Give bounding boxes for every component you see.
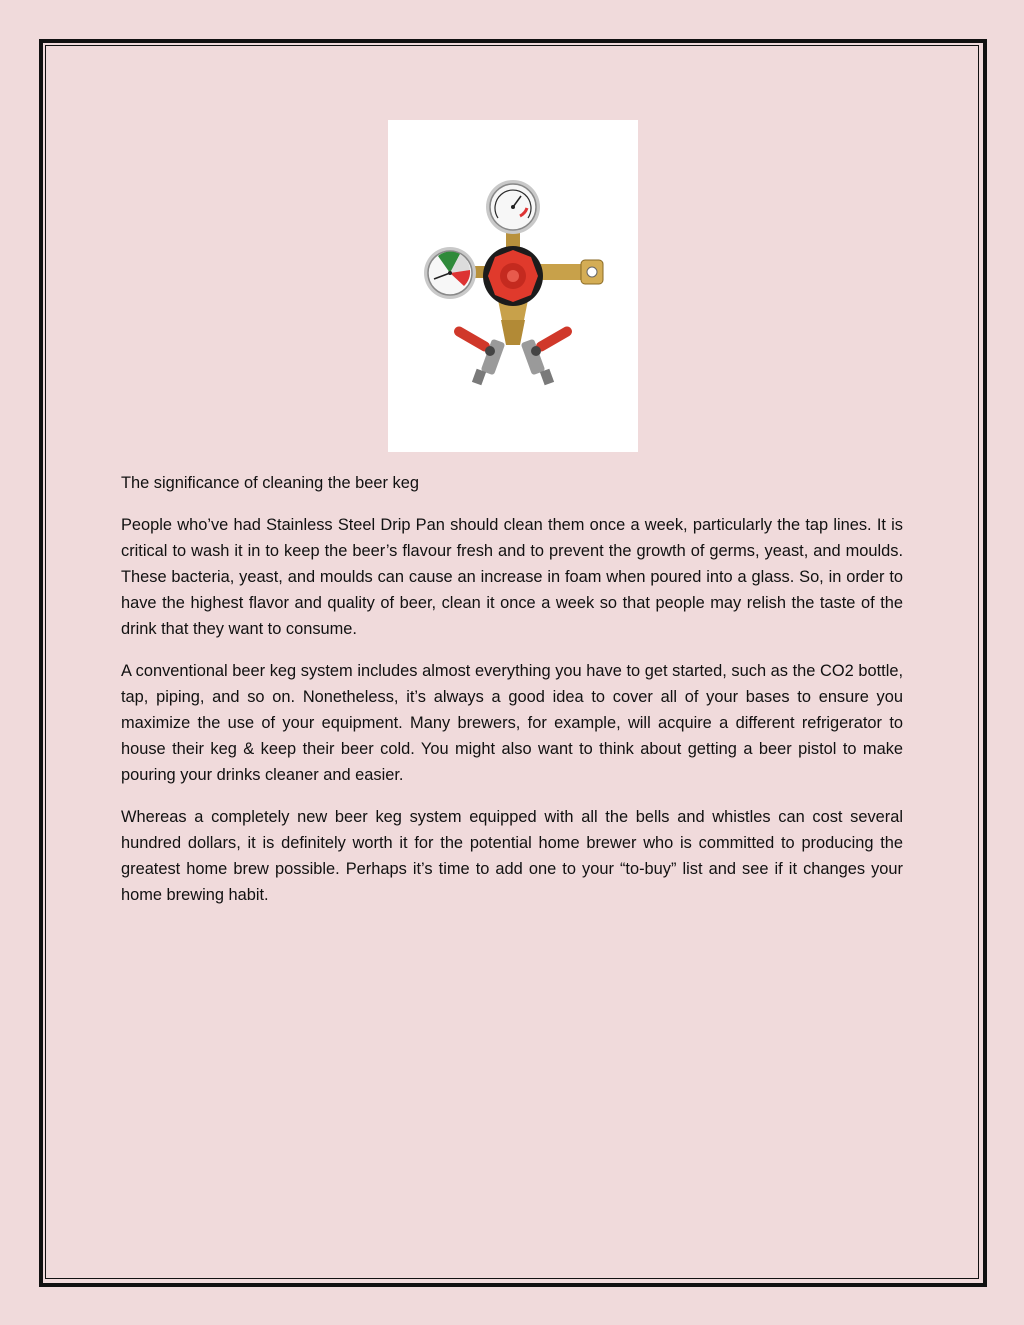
article-heading: The significance of cleaning the beer keg [121, 474, 419, 492]
paragraph-2: A conventional beer keg system includes almost everything you have to get started, such as the CO2 bottle, tap, piping, and so on. Nonetheless, it’s always a good idea to cover all of your bases to ensure you maximize the use of your equipment. Many brewers, for example, will acquire a different refrigerator to house their keg & keep their beer cold. You might also want to think about getting a beer pistol to make pouring your drinks cleaner and easier. [121, 662, 903, 784]
regulator-knob-icon [483, 246, 543, 306]
low-pressure-gauge-icon [424, 247, 476, 299]
high-pressure-gauge-icon [486, 180, 540, 234]
regulator-image [388, 120, 638, 452]
paragraph-1: People who’ve had Stainless Steel Drip Pan should clean them once a week, particularly the tap lines. It is critical to wash it in to keep the beer’s flavour fresh and to prevent the growth of germs, yeast, and moulds. These bacteria, yeast, and moulds can cause an increase in foam when poured into a glass. So, in order to have the highest flavor and quality of beer, clean it once a week so that people may relish the taste of the drink that they want to consume. [121, 516, 903, 638]
article-body [121, 470, 903, 924]
paragraph-3: Whereas a completely new beer keg system equipped with all the bells and whistles can cost several hundred dollars, it is definitely worth it for the potential home brewer who is committed to producing the greatest home brew possible. Perhaps it’s time to add one to your “to-buy” list and see if it changes your home brewing habit. [121, 808, 903, 904]
